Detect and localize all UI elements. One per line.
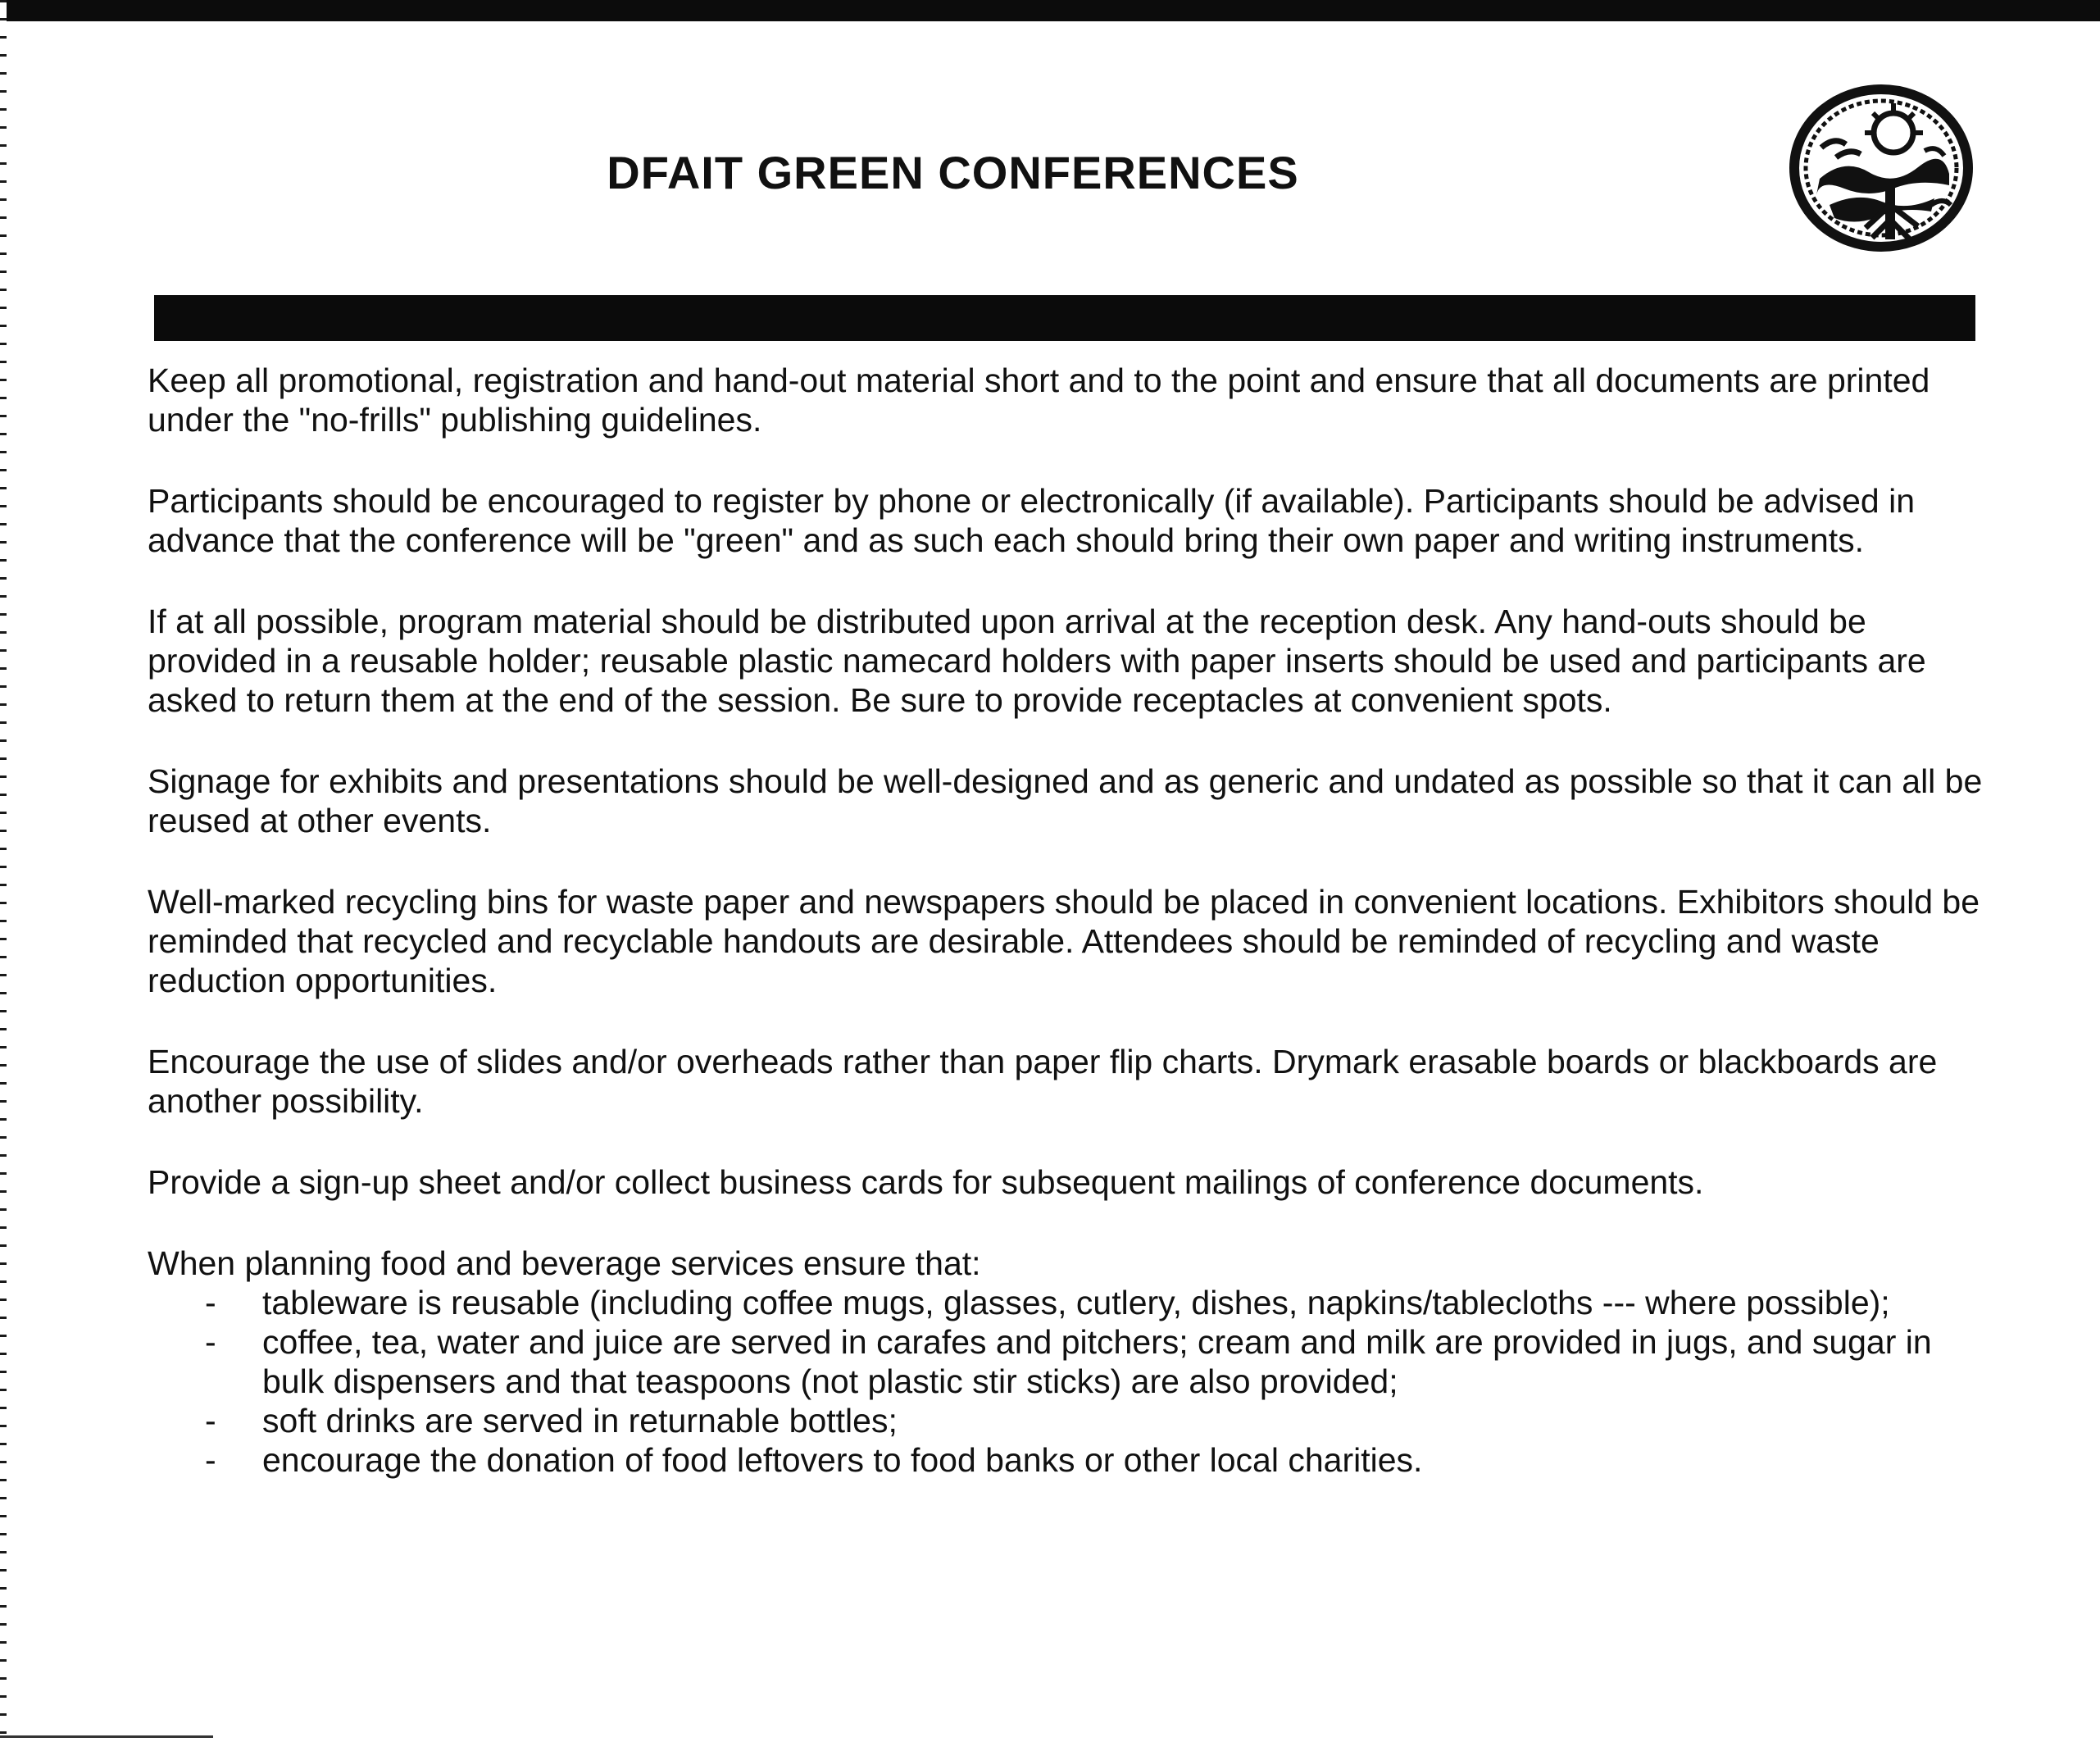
food-guidelines-list [148,1283,1984,1480]
paragraph: Encourage the use of slides and/or overheads rather than paper flip charts. Drymark erasable boards or blackboards are another possibility. [148,1043,1938,1120]
document-body [148,361,1984,1480]
list-item-text: soft drinks are served in returnable bottles; [262,1402,898,1440]
paragraph: Participants should be encouraged to register by phone or electronically (if available). Participants should be advised in advance that the conference will be "green" and as such each should bring their own paper and writing instruments. [148,482,1916,559]
green-globe-emblem-icon [1787,82,1975,254]
scan-left-edge [0,0,7,1742]
list-item [148,1283,1984,1322]
paragraph: Well-marked recycling bins for waste paper and newspapers should be placed in convenient locations. Exhibitors should be reminded that recycled and recyclable handouts are desirable. Attendees should be reminded of recycling and waste reduction opportunities. [148,883,1980,999]
scan-bottom-edge [0,1735,213,1738]
bullet-dash: - [205,1284,216,1321]
paragraph: If at all possible, program material should be distributed upon arrival at the reception desk. Any hand-outs should be provided in a reusable holder; reusable plastic namecard holders with paper inserts should be used and participants are asked to return them at the end of the session. Be sure to provide receptacles at convenient spots. [148,603,1926,719]
list-item [148,1401,1984,1440]
list-item-text: coffee, tea, water and juice are served in carafes and pitchers; cream and milk are provided in jugs, and sugar in bulk dispensers and that teaspoons (not plastic stir sticks) are also provided; [262,1323,1932,1400]
paragraph: Provide a sign-up sheet and/or collect business cards for subsequent mailings of conference documents. [148,1163,1704,1201]
paragraph: Signage for exhibits and presentations should be well-designed and as generic and undated as possible so that it can all be reused at other events. [148,762,1983,839]
list-item-text: encourage the donation of food leftovers to food banks or other local charities. [262,1441,1423,1479]
list-item-text: tableware is reusable (including coffee mugs, glasses, cutlery, dishes, napkins/tablecloths --- where possible); [262,1284,1890,1321]
food-section-heading: When planning food and beverage services ensure that: [148,1244,981,1282]
list-item [148,1322,1984,1401]
paragraph: Keep all promotional, registration and hand-out material short and to the point and ensure that all documents are printed under the "no-frills" publishing guidelines. [148,362,1930,439]
bullet-dash: - [205,1402,216,1440]
bullet-dash: - [205,1323,216,1361]
bullet-dash: - [205,1441,216,1479]
header-rule-bar [154,295,1975,341]
list-item [148,1440,1984,1480]
scan-top-edge [0,0,2100,21]
document-title: DFAIT GREEN CONFERENCES [607,147,1299,198]
